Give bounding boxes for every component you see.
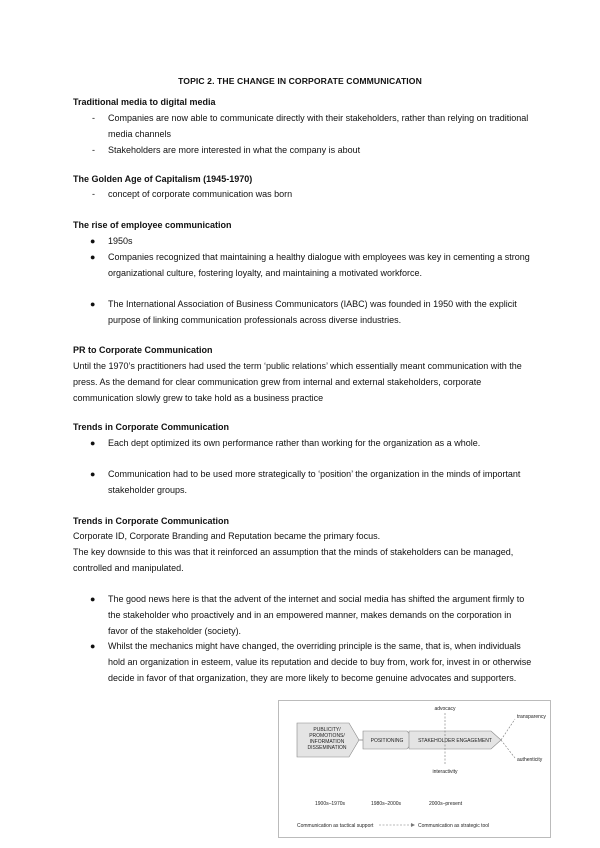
box2-label: POSITIONING xyxy=(370,738,404,744)
box1-line2: PROMOTIONS/ xyxy=(309,733,345,739)
branch-up xyxy=(501,719,515,740)
authenticity-label: authenticity xyxy=(517,757,543,763)
section-heading: Trends in Corporate Communication xyxy=(73,516,230,526)
support-left-label: Communication as tactical support xyxy=(297,823,374,829)
evolution-diagram xyxy=(278,700,551,838)
page-title: TOPIC 2. THE CHANGE IN CORPORATE COMMUNICATION xyxy=(178,76,422,86)
list-item: 1950s xyxy=(108,236,133,246)
dash-marker: - xyxy=(92,113,95,123)
list-item: Stakeholders are more interested in what the company is about xyxy=(108,145,361,155)
list-item: Companies are now able to communicate directly with their stakeholders, rather than relying on traditional media channels xyxy=(108,113,529,139)
list-item: Each dept optimized its own performance rather than working for the organization as a whole. xyxy=(108,438,481,448)
support-arrow-head xyxy=(411,823,415,827)
dash-marker: - xyxy=(92,189,95,199)
box1-line4: DISSEMINATION xyxy=(307,745,347,751)
era-2: 1980s–2000s xyxy=(371,801,402,807)
support-right-label: Communication as strategic tool xyxy=(418,823,490,829)
dash-marker: - xyxy=(92,145,95,155)
branch-down xyxy=(501,740,515,758)
era-3: 2000s–present xyxy=(429,801,463,807)
advocacy-label: advocacy xyxy=(434,706,456,712)
bullet-marker: ● xyxy=(90,641,96,651)
section-heading: Trends in Corporate Communication xyxy=(73,422,230,432)
paragraph: Until the 1970’s practitioners had used the term ‘public relations’ which essentially meant communication with the press. As the demand for clear communication grew from internal and external stakeholders, corporate communication slowly grew to take hold as a business practice xyxy=(73,361,522,403)
bullet-marker: ● xyxy=(90,299,96,309)
section-heading: The rise of employee communication xyxy=(73,220,232,230)
section-heading: The Golden Age of Capitalism (1945-1970) xyxy=(73,174,253,184)
list-item: concept of corporate communication was born xyxy=(108,189,293,199)
box1-line3: INFORMATION xyxy=(309,739,345,745)
bullet-marker: ● xyxy=(90,438,96,448)
list-item: Communication had to be used more strategically to ‘position’ the organization in the minds of important stakeholder groups. xyxy=(108,469,521,495)
era-1: 1900s–1970s xyxy=(315,801,346,807)
box1-line1: PUBLICITY/ xyxy=(313,727,341,733)
section-heading: Traditional media to digital media xyxy=(73,97,216,107)
list-item: The good news here is that the advent of the internet and social media has shifted the argument firmly to the stakeholder who proactively and in an empowered manner, makes demands on the corporation in favor of the stakeholder (society). xyxy=(108,594,525,636)
paragraph-line: Corporate ID, Corporate Branding and Reputation became the primary focus. xyxy=(73,531,381,541)
bullet-marker: ● xyxy=(90,252,96,262)
paragraph: The key downside to this was that it reinforced an assumption that the minds of stakeholders can be managed, controlled and manipulated. xyxy=(73,547,514,573)
bullet-marker: ● xyxy=(90,594,96,604)
section-heading: PR to Corporate Communication xyxy=(73,345,213,355)
bullet-marker: ● xyxy=(90,236,96,246)
bullet-marker: ● xyxy=(90,469,96,479)
interactivity-label: interactivity xyxy=(432,769,458,775)
list-item: Companies recognized that maintaining a healthy dialogue with employees was key in cementing a strong organizational culture, fostering loyalty, and maintaining a motivated workforce. xyxy=(108,252,530,278)
list-item: The International Association of Business Communicators (IABC) was founded in 1950 with the explicit purpose of linking communication professionals across diverse industries. xyxy=(108,299,517,325)
list-item: Whilst the mechanics might have changed, the overriding principle is the same, that is, when individuals hold an organization in esteem, value its reputation and decide to buy from, work for, invest in or otherwise decide in favor of that organization, they are more likely to become genuine advocates and supporters. xyxy=(108,641,532,683)
transparency-label: transparency xyxy=(517,714,546,720)
box3-label: STAKEHOLDER ENGAGEMENT xyxy=(418,738,492,744)
